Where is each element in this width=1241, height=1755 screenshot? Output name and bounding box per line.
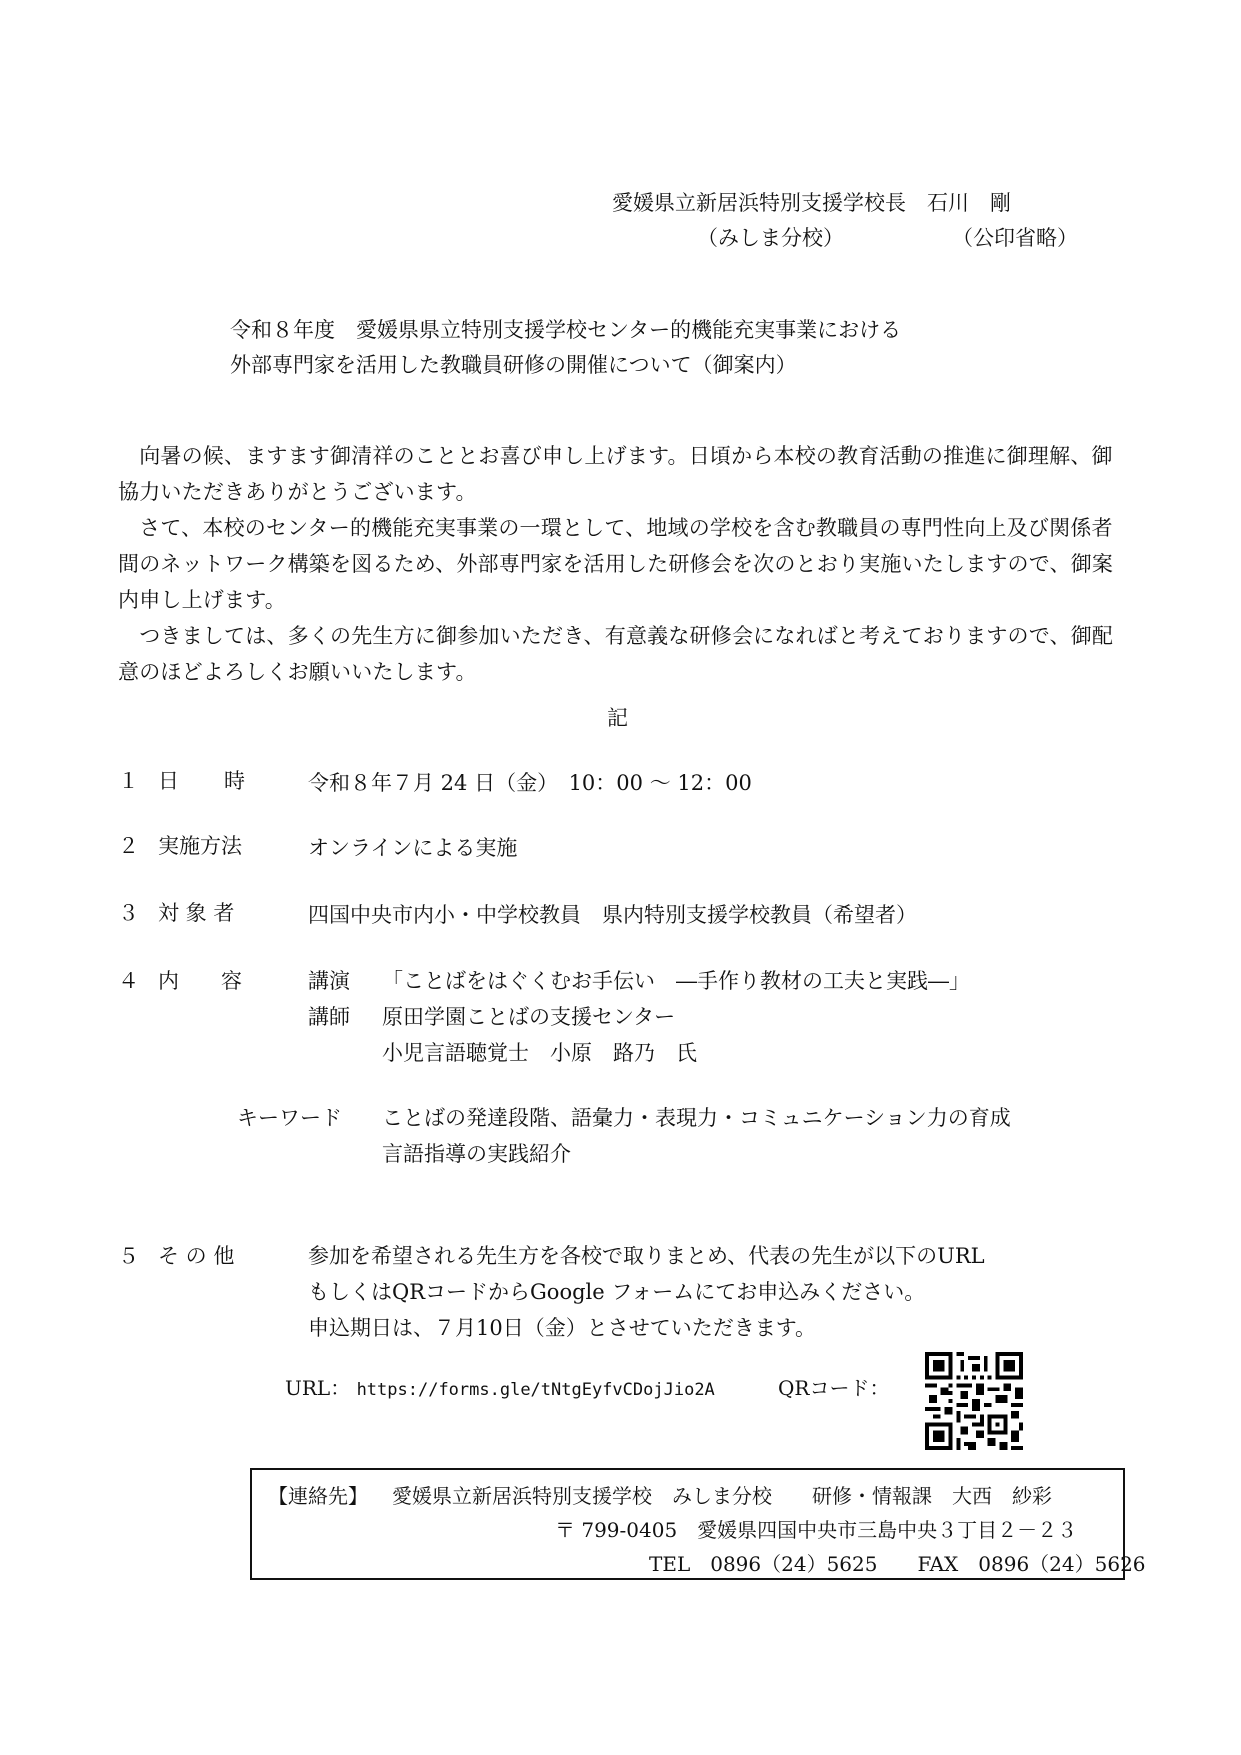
title-line-1: 令和８年度 愛媛県県立特別支援学校センター的機能充実事業における — [230, 318, 902, 342]
greeting-paragraph: 向暑の候、ますます御清祥のこととお喜び申し上げます。日頃から本校の教育活動の推進に御理解、御協力いただきありがとうございます。 — [118, 444, 1113, 504]
lecture-label: 講演 — [308, 969, 350, 993]
item-number: ２ — [118, 834, 139, 858]
url-row — [285, 1372, 715, 1401]
other-line-1: 参加を希望される先生方を各校で取りまとめ、代表の先生が以下のURL — [308, 1244, 985, 1268]
qr-label: QRコード： — [778, 1376, 890, 1400]
sender-block — [612, 186, 1078, 250]
seal-omitted: （公印省略） — [952, 226, 1078, 250]
application-url-link[interactable]: https://forms.gle/tNtgEyfvCDojJio2A — [356, 1380, 715, 1400]
contact-phone-fax: TEL 0896（24）5625 FAX 0896（24）5626 — [649, 1552, 1146, 1576]
lecturer-label: 講師 — [308, 1005, 350, 1029]
qr-code-image[interactable] — [925, 1352, 1023, 1450]
other-line-2: もしくはQRコードからGoogle フォームにてお申込みください。 — [308, 1280, 926, 1304]
item-number: ４ — [118, 969, 139, 993]
document-title — [230, 313, 901, 383]
request-paragraph: つきましては、多くの先生方に御参加いただき、有意義な研修会になればと考えておりますので、御配意のほどよろしくお願いいたします。 — [118, 624, 1114, 684]
sender-branch: （みしま分校） — [697, 226, 844, 250]
other-line-3: 申込期日は、７月10日（金）とさせていただきます。 — [308, 1316, 817, 1340]
sender-principal: 愛媛県立新居浜特別支援学校長 石川 剛 — [612, 191, 1011, 215]
item-number: １ — [118, 769, 139, 793]
keyword-line-1: ことばの発達段階、語彙力・表現力・コミュニケーション力の育成 — [382, 1106, 1011, 1130]
contact-label: 【連絡先】 — [268, 1484, 368, 1508]
item-number: ５ — [118, 1244, 139, 1268]
keyword-line-2: 言語指導の実践紹介 — [382, 1142, 571, 1166]
item-label: 内 容 — [158, 969, 242, 993]
lecture-title: 「ことばをはぐくむお手伝い ―手作り教材の工夫と実践―」 — [382, 969, 970, 993]
lecturer-name: 小児言語聴覚士 小原 路乃 氏 — [382, 1041, 697, 1065]
date-value: 令和８年７月 24 日（金） 10：00 ～ 12：00 — [308, 771, 752, 795]
target-value: 四国中央市内小・中学校教員 県内特別支援学校教員（希望者） — [308, 903, 917, 927]
item-label: そ の 他 — [158, 1244, 235, 1268]
contact-box — [250, 1468, 1146, 1580]
url-label: URL： — [285, 1376, 351, 1400]
item-label: 実施方法 — [158, 834, 242, 858]
contact-address: 〒 799-0405 愛媛県四国中央市三島中央３丁目２－２３ — [555, 1518, 1078, 1542]
purpose-paragraph: さて、本校のセンター的機能充実事業の一環として、地域の学校を含む教職員の専門性向上及び関係者間のネットワーク構築を図るため、外部専門家を活用した研修会を次のとおり実施いたしますので、御案内申し上げます。 — [118, 516, 1114, 612]
item-label: 日 時 — [158, 769, 246, 793]
title-line-2: 外部専門家を活用した教職員研修の開催について（御案内） — [230, 353, 797, 377]
contact-organization: 愛媛県立新居浜特別支援学校 みしま分校 研修・情報課 大西 紗彩 — [392, 1484, 1052, 1508]
ki-heading: 記 — [607, 706, 628, 730]
item-label: 対 象 者 — [158, 901, 235, 925]
method-value: オンラインによる実施 — [308, 836, 518, 860]
item-number: ３ — [118, 901, 139, 925]
lecturer-org: 原田学園ことばの支援センター — [382, 1005, 676, 1029]
keyword-label: キーワード — [237, 1106, 342, 1130]
